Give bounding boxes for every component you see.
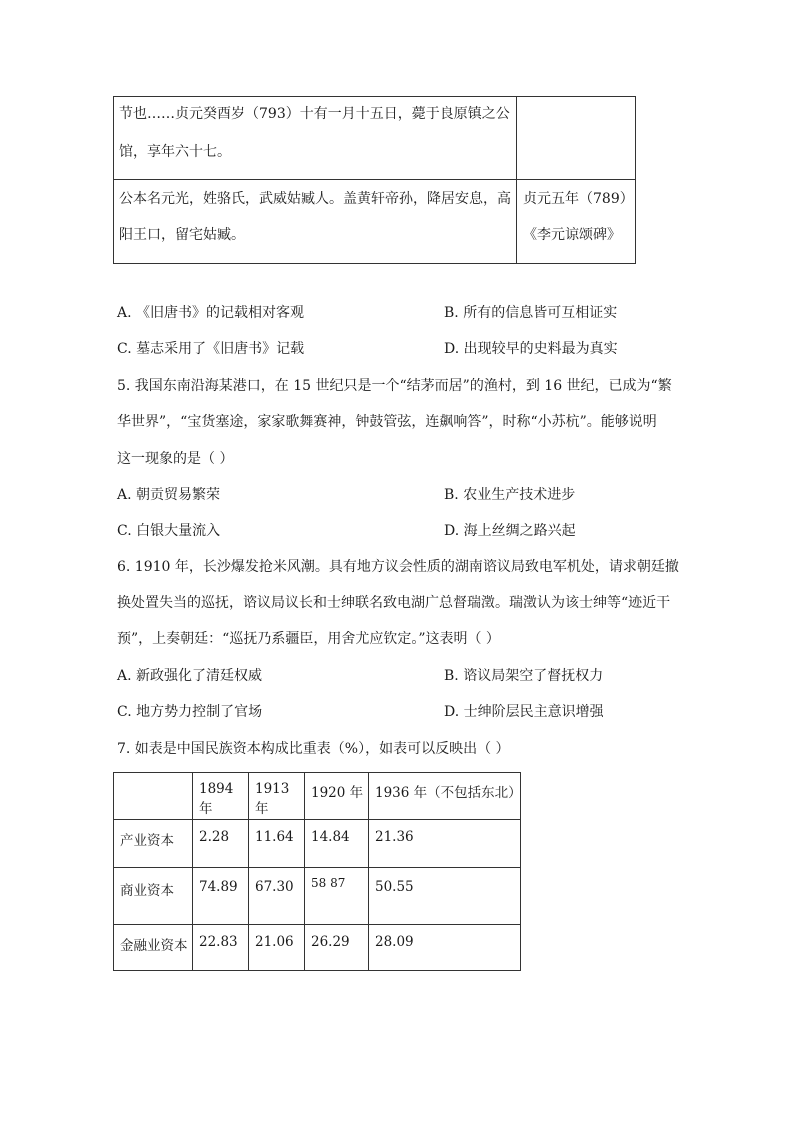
table-cell: 50.55	[369, 868, 521, 925]
table-header-row	[114, 773, 521, 820]
source-table-cell	[517, 180, 636, 264]
q5-option-b: B. 农业生产技术进步	[444, 487, 576, 503]
q5-option-c: C. 白银大量流入	[117, 523, 221, 539]
table-cell: 11.64	[249, 820, 305, 868]
table-cell: 22.83	[193, 925, 249, 971]
cell-line: 阳王口，留宅姑臧。	[119, 227, 245, 243]
table-cell: 67.30	[249, 868, 305, 925]
source-table-row	[114, 97, 636, 180]
q4-option-b: B. 所有的信息皆可互相证实	[444, 305, 618, 321]
q6-option-b: B. 谘议局架空了督抚权力	[444, 668, 604, 684]
row-label: 金融业资本	[114, 925, 193, 971]
q6-stem-line: 6. 1910 年，长沙爆发抢米风潮。具有地方议会性质的湖南谘议局致电军机处，请求朝廷撤	[117, 559, 679, 575]
q5-stem-line: 这一现象的是（ ）	[117, 451, 234, 467]
q4-option-d: D. 出现较早的史料最为真实	[444, 341, 618, 357]
table-header-cell: 1894 年	[193, 773, 249, 820]
source-table-cell	[517, 97, 636, 180]
cell-line: 节也……贞元癸酉岁（793）十有一月十五日，薨于良原镇之公	[119, 106, 510, 122]
q5-option-d: D. 海上丝绸之路兴起	[444, 523, 576, 539]
q6-option-c: C. 地方势力控制了官场	[117, 704, 263, 720]
q6-stem-line: 换处置失当的巡抚，谘议局议长和士绅联名致电湖广总督瑞澂。瑞澂认为该士绅等“迹近干	[117, 595, 671, 611]
q5-stem-line: 华世界”，“宝货塞途，家家歌舞赛神，钟鼓管弦，连飙响答”，时称“小苏杭”。能够说明	[117, 414, 657, 430]
table-cell: 74.89	[193, 868, 249, 925]
capital-composition-table	[113, 772, 521, 971]
table-cell: 14.84	[305, 820, 369, 868]
table-cell: 21.06	[249, 925, 305, 971]
q6-option-a: A. 新政强化了清廷权威	[117, 668, 263, 684]
table-header-cell: 1913 年	[249, 773, 305, 820]
table-cell: 2.28	[193, 820, 249, 868]
source-table	[113, 96, 636, 264]
cell-line: 《李元谅颂碑》	[523, 227, 621, 243]
table-header-cell: 1936 年（不包括东北）	[369, 773, 521, 820]
table-header-cell: 1920 年	[305, 773, 369, 820]
table-cell: 21.36	[369, 820, 521, 868]
q7-stem: 7. 如表是中国民族资本构成比重表（%），如表可以反映出（ ）	[117, 741, 510, 757]
q4-option-a: A. 《旧唐书》的记载相对客观	[117, 305, 305, 321]
cell-line: 贞元五年（789）	[523, 191, 634, 207]
source-table-cell	[114, 180, 517, 264]
source-table-row	[114, 180, 636, 264]
q5-stem-line: 5. 我国东南沿海某港口，在 15 世纪只是一个“结茅而居”的渔村，到 16 世纪，已成为“繁	[117, 378, 672, 394]
table-cell: 58 87	[305, 868, 369, 925]
q6-stem-line: 预”，上奏朝廷：“巡抚乃系疆臣，用舍尤应钦定。”这表明（ ）	[117, 631, 500, 647]
table-row	[114, 925, 521, 971]
q5-option-a: A. 朝贡贸易繁荣	[117, 487, 221, 503]
table-row	[114, 820, 521, 868]
cell-line: 公本名元光，姓骆氏，武威姑臧人。盖黄轩帝孙，降居安息，高	[119, 191, 511, 207]
row-label: 产业资本	[114, 820, 193, 868]
row-label: 商业资本	[114, 868, 193, 925]
table-header-cell	[114, 773, 193, 820]
table-cell: 26.29	[305, 925, 369, 971]
source-table-cell	[114, 97, 517, 180]
table-row	[114, 868, 521, 925]
q6-option-d: D. 士绅阶层民主意识增强	[444, 704, 604, 720]
table-cell: 28.09	[369, 925, 521, 971]
cell-line: 馆，享年六十七。	[119, 144, 231, 160]
q4-option-c: C. 墓志采用了《旧唐书》记载	[117, 341, 305, 357]
